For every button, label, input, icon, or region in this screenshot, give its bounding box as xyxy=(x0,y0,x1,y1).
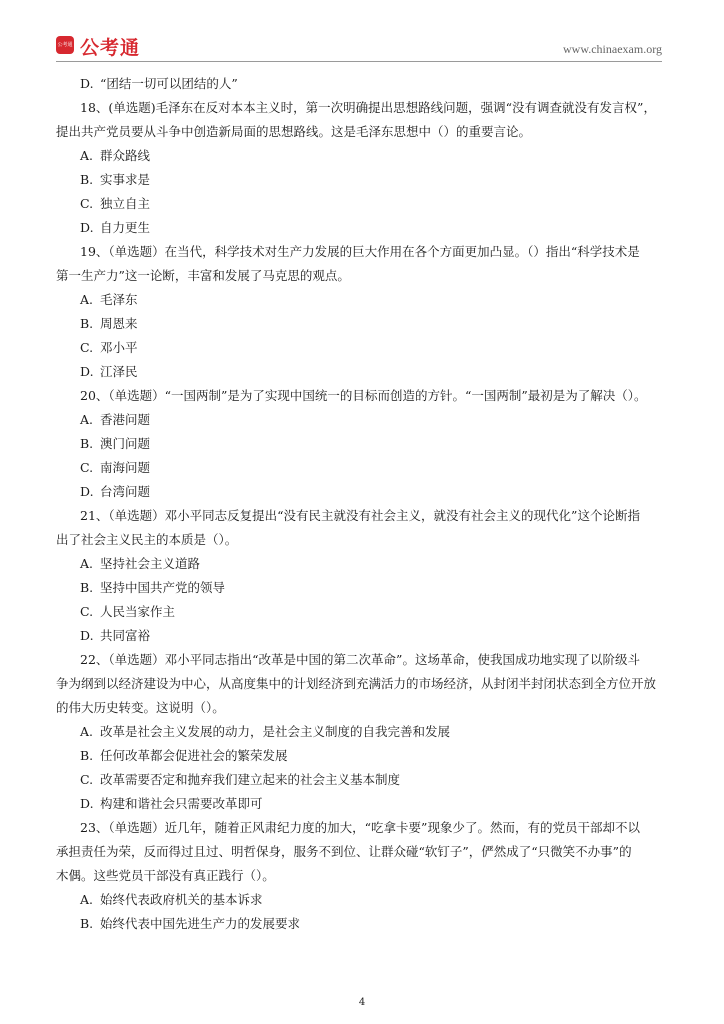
question-stem-continued: 承担责任为荣，反而得过且过、明哲保身，服务不到位、让群众碰“软钉子”，俨然成了“只微笑不办事”的 xyxy=(56,844,632,859)
option-text: 始终代表政府机关的基本诉求 xyxy=(100,892,263,907)
option-letter: A. xyxy=(80,724,94,739)
option-letter: D. xyxy=(80,76,94,91)
question-block xyxy=(56,504,668,648)
option-a xyxy=(56,144,668,168)
header-divider xyxy=(56,61,662,62)
question-stem-continued: 木偶。这些党员干部没有真正践行（）。 xyxy=(56,868,275,883)
option-d xyxy=(56,360,668,384)
option-text: 实事求是 xyxy=(100,172,151,187)
question-stem: 21、（单选题）邓小平同志反复提出“没有民主就没有社会主义，就没有社会主义的现代化”这个论断指 xyxy=(80,508,640,523)
option-letter: A. xyxy=(80,892,94,907)
question-stem: 23、（单选题）近几年，随着正风肃纪力度的加大，“吃拿卡要”现象少了。然而，有的党员干部却不以 xyxy=(80,820,640,835)
option-c xyxy=(56,336,668,360)
option-text: 周恩来 xyxy=(100,316,138,331)
option-letter: D. xyxy=(80,364,94,379)
option-d xyxy=(56,480,668,504)
option-letter: B. xyxy=(80,580,94,595)
option-text: 自力更生 xyxy=(100,220,151,235)
question-stem: 19、（单选题）在当代，科学技术对生产力发展的巨大作用在各个方面更加凸显。（）指出“科学技术是 xyxy=(80,244,640,259)
question-stem-continued: 提出共产党员要从斗争中创造新局面的思想路线。这是毛泽东思想中（）的重要言论。 xyxy=(56,124,532,139)
option-letter: A. xyxy=(80,148,94,163)
option-text: 独立自主 xyxy=(100,196,151,211)
option-c xyxy=(56,456,668,480)
option-letter: A. xyxy=(80,292,94,307)
option-text: 澳门问题 xyxy=(100,436,151,451)
option-a xyxy=(56,288,668,312)
question-stem: 18、(单选题)毛泽东在反对本本主义时，第一次明确提出思想路线问题，强调“没有调查就没有发言权”， xyxy=(80,100,656,115)
option-letter: D. xyxy=(80,796,94,811)
option-b xyxy=(56,576,668,600)
option-letter: C. xyxy=(80,604,94,619)
option-d-continued xyxy=(56,72,668,96)
option-text: 共同富裕 xyxy=(100,628,151,643)
option-text: 人民当家作主 xyxy=(100,604,176,619)
option-letter: D. xyxy=(80,484,94,499)
option-text: 台湾问题 xyxy=(100,484,151,499)
option-a xyxy=(56,552,668,576)
option-b xyxy=(56,312,668,336)
option-text: 南海问题 xyxy=(100,460,151,475)
option-text: 坚持社会主义道路 xyxy=(100,556,201,571)
option-letter: B. xyxy=(80,316,94,331)
question-block xyxy=(56,648,668,816)
option-text: 邓小平 xyxy=(100,340,138,355)
page-header xyxy=(56,34,662,60)
option-b xyxy=(56,432,668,456)
logo-icon: 公考通 xyxy=(56,36,74,54)
option-d xyxy=(56,792,668,816)
document-body xyxy=(56,72,668,936)
option-b xyxy=(56,168,668,192)
option-a xyxy=(56,720,668,744)
question-list xyxy=(56,96,668,936)
option-a xyxy=(56,408,668,432)
question-block xyxy=(56,240,668,384)
option-letter: D. xyxy=(80,220,94,235)
option-text: 毛泽东 xyxy=(100,292,138,307)
option-b xyxy=(56,744,668,768)
option-c xyxy=(56,192,668,216)
option-text: 香港问题 xyxy=(100,412,151,427)
question-stem: 22、（单选题）邓小平同志指出“改革是中国的第二次革命”。这场革命，使我国成功地实现了以阶级斗 xyxy=(80,652,640,667)
option-text: 始终代表中国先进生产力的发展要求 xyxy=(100,916,301,931)
question-stem-continued: 第一生产力”这一论断，丰富和发展了马克思的观点。 xyxy=(56,268,350,283)
option-letter: B. xyxy=(80,436,94,451)
option-a xyxy=(56,888,668,912)
question-stem-continued: 争为纲到以经济建设为中心，从高度集中的计划经济到充满活力的市场经济，从封闭半封闭状态到全方位开放 xyxy=(56,676,657,691)
option-text: “团结一切可以团结的人” xyxy=(100,76,238,91)
option-d xyxy=(56,624,668,648)
option-letter: A. xyxy=(80,412,94,427)
option-letter: B. xyxy=(80,172,94,187)
question-block xyxy=(56,96,668,240)
option-letter: A. xyxy=(80,556,94,571)
option-letter: C. xyxy=(80,196,94,211)
option-text: 群众路线 xyxy=(100,148,151,163)
question-stem-continued: 的伟大历史转变。这说明（）。 xyxy=(56,700,225,715)
logo-text: 公考通 xyxy=(80,37,141,59)
option-text: 改革是社会主义发展的动力，是社会主义制度的自我完善和发展 xyxy=(100,724,451,739)
question-stem-continued: 出了社会主义民主的本质是（）。 xyxy=(56,532,238,547)
question-block xyxy=(56,384,668,504)
option-text: 构建和谐社会只需要改革即可 xyxy=(100,796,263,811)
option-letter: C. xyxy=(80,340,94,355)
question-stem: 20、（单选题）“一国两制”是为了实现中国统一的目标而创造的方针。“一国两制”最初是为了解决（）。 xyxy=(80,388,647,403)
option-text: 改革需要否定和抛弃我们建立起来的社会主义基本制度 xyxy=(100,772,401,787)
option-letter: C. xyxy=(80,460,94,475)
option-letter: D. xyxy=(80,628,94,643)
page-number: 4 xyxy=(358,997,366,1008)
option-text: 任何改革都会促进社会的繁荣发展 xyxy=(100,748,288,763)
option-b xyxy=(56,912,668,936)
site-url[interactable]: www.chinaexam.org xyxy=(563,42,662,56)
option-letter: C. xyxy=(80,772,94,787)
option-text: 江泽民 xyxy=(100,364,138,379)
option-c xyxy=(56,600,668,624)
option-letter: B. xyxy=(80,916,94,931)
option-c xyxy=(56,768,668,792)
option-letter: B. xyxy=(80,748,94,763)
option-text: 坚持中国共产党的领导 xyxy=(100,580,226,595)
option-d xyxy=(56,216,668,240)
question-block xyxy=(56,816,668,936)
